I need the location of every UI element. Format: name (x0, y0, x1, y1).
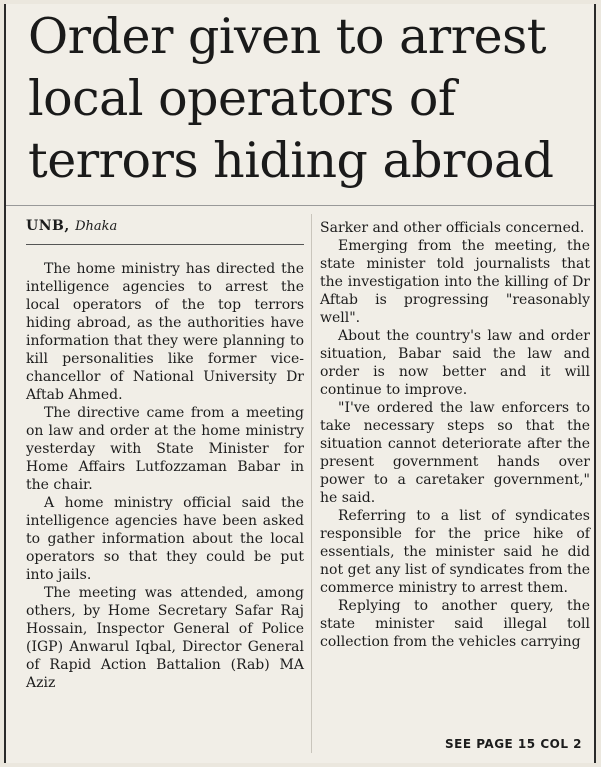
headline: Order given to arrest local operators of terrors hiding abroad (28, 8, 554, 189)
continuation-jump-line: SEE PAGE 15 COL 2 (445, 737, 582, 751)
headline-rule (6, 205, 594, 206)
byline-rule (26, 244, 304, 245)
paragraph: Emerging from the meeting, the state minister told journalists that the investigation into the killing of Dr Aftab is progressing "reasonably well". (320, 238, 590, 326)
byline-city: Dhaka (75, 219, 118, 234)
byline (26, 218, 117, 234)
byline-agency: UNB, (26, 218, 70, 234)
column-divider (311, 214, 312, 753)
paragraph: The directive came from a meeting on law and order at the home ministry yesterday with State Minister for Home Affairs Lutfozzaman Babar in the chair. (26, 405, 304, 493)
paragraph: A home ministry official said the intelligence agencies have been asked to gather information about the local operators so that they could be put into jails. (26, 495, 304, 583)
paragraph: About the country's law and order situation, Babar said the law and order is now better and it will continue to improve. (320, 328, 590, 398)
paragraph-continuation: Sarker and other officials concerned. (320, 220, 585, 236)
paragraph: "I've ordered the law enforcers to take necessary steps so that the situation cannot deteriorate after the present government hands over power to a caretaker government," he said. (320, 400, 590, 506)
column-2 (320, 219, 590, 651)
paragraph: Referring to a list of syndicates responsible for the price hike of essentials, the minister said he did not get any list of syndicates from the commerce ministry to arrest them. (320, 508, 590, 596)
news-clipping (4, 4, 596, 763)
paragraph: The home ministry has directed the intelligence agencies to arrest the local operators of the top terrors hiding abroad, as the authorities have information that they were planning to kill personalities like former vice-chancellor of National University Dr Aftab Ahmed. (26, 261, 304, 403)
column-1 (26, 260, 304, 692)
paragraph: Replying to another query, the state minister said illegal toll collection from the vehicles carrying (320, 598, 590, 650)
paragraph: The meeting was attended, among others, by Home Secretary Safar Raj Hossain, Inspector General of Police (IGP) Anwarul Iqbal, Director General of Rapid Action Battalion (Rab) MA Aziz (26, 585, 304, 691)
